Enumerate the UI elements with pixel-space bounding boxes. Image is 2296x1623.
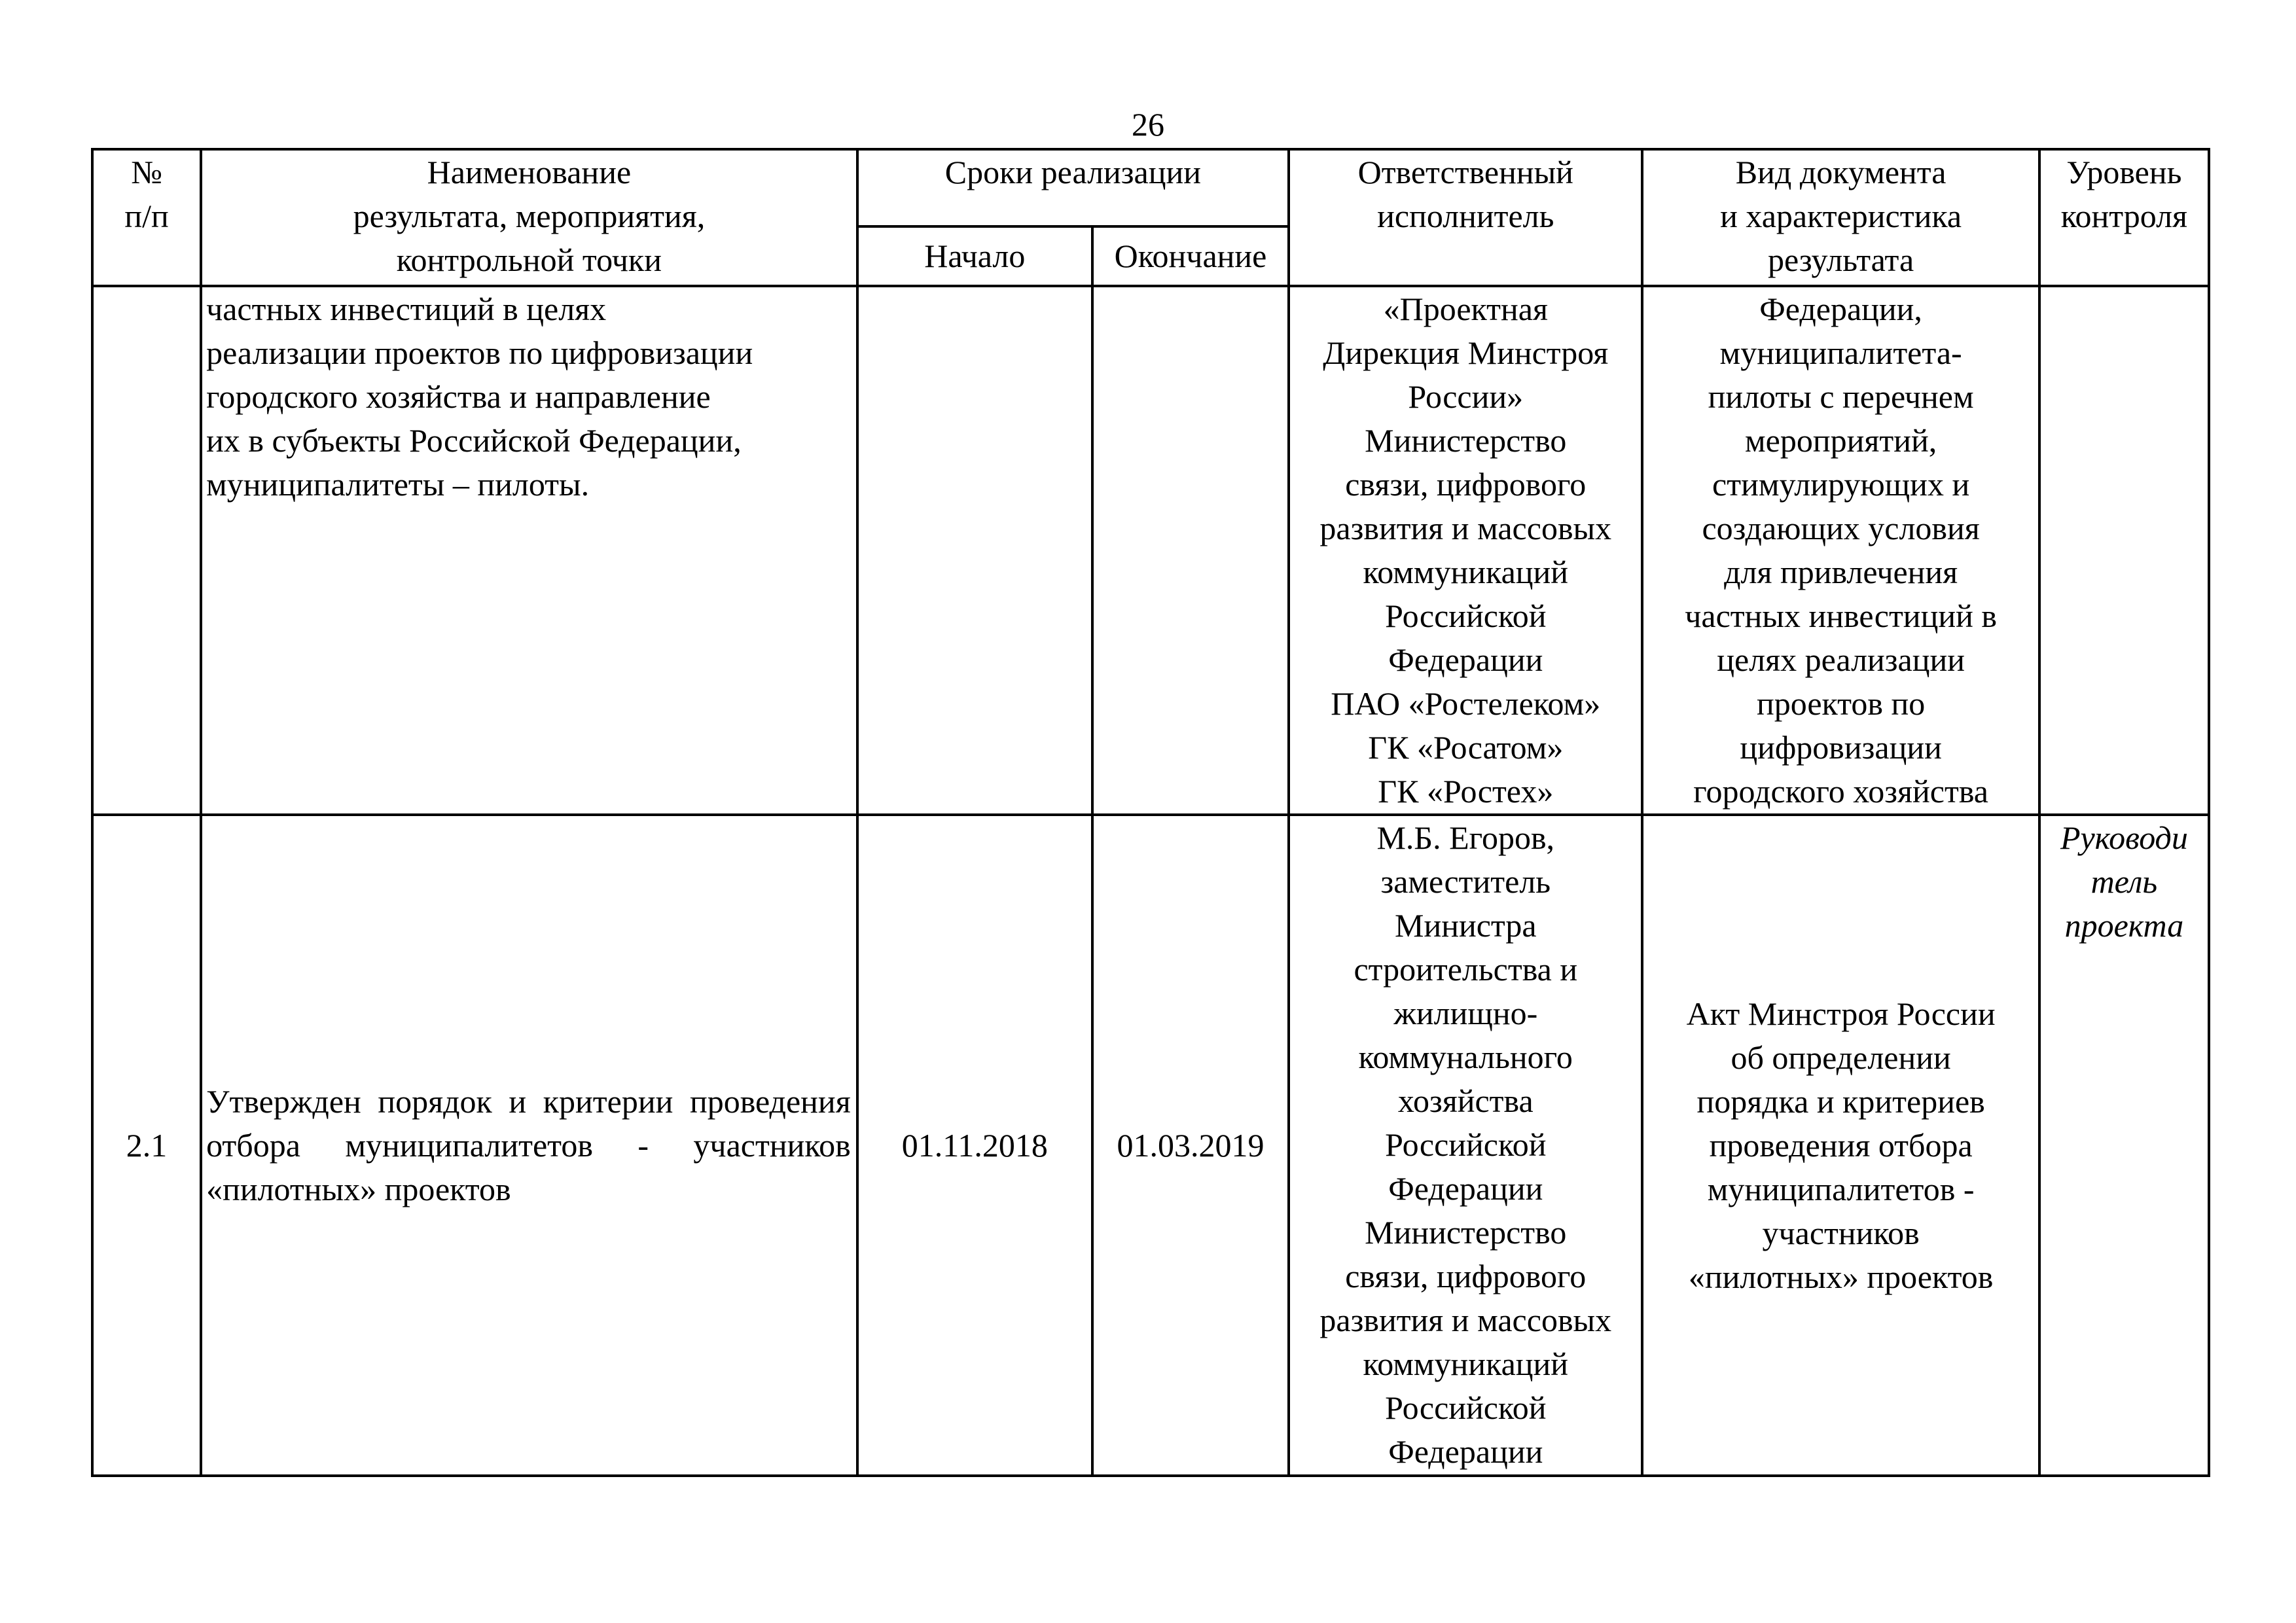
header-period: Сроки реализации	[857, 149, 1289, 226]
cell-start	[857, 286, 1092, 815]
header-doc-type: Вид документа и характеристика результата	[1642, 149, 2039, 286]
header-start: Начало	[857, 226, 1092, 286]
header-end: Окончание	[1092, 226, 1289, 286]
cell-doc-type: Акт Минстроя России об определении порядка и критериев проведения отбора муниципалитетов - участников «пилотных» проектов	[1642, 815, 2039, 1476]
cell-name: Утвержден порядок и критерии проведения отбора муниципалитетов - участников «пилотных» проектов	[201, 815, 857, 1476]
cell-responsible: «Проектная Дирекция Минстроя России» Министерство связи, цифрового развития и массовых коммуникаций Российской Федерации ПАО «Ростелеком» ГК «Росатом» ГК «Ростех»	[1289, 286, 1642, 815]
cell-doc-type: Федерации, муниципалитета- пилоты с перечнем мероприятий, стимулирующих и создающих условия для привлечения частных инвестиций в целях реализации проектов по цифровизации городского хозяйства	[1642, 286, 2039, 815]
cell-end	[1092, 286, 1289, 815]
cell-num	[92, 286, 201, 815]
cell-control-level: Руководи тель проекта	[2039, 815, 2209, 1476]
header-control-level: Уровень контроля	[2039, 149, 2209, 286]
header-num: № п/п	[92, 149, 201, 286]
table-row	[92, 815, 2209, 1476]
table-row	[92, 286, 2209, 815]
page-number: 26	[1132, 106, 1164, 143]
cell-control-level	[2039, 286, 2209, 815]
cell-end: 01.03.2019	[1092, 815, 1289, 1476]
header-name: Наименование результата, мероприятия, контрольной точки	[201, 149, 857, 286]
cell-responsible: М.Б. Егоров, заместитель Министра строительства и жилищно- коммунального хозяйства Российской Федерации Министерство связи, цифрового развития и массовых коммуникаций Российской Федерации	[1289, 815, 1642, 1476]
header-responsible: Ответственный исполнитель	[1289, 149, 1642, 286]
plan-table	[91, 148, 2210, 1477]
cell-name: частных инвестиций в целях реализации проектов по цифровизации городского хозяйства и направление их в субъекты Российской Федерации, муниципалитеты – пилоты.	[201, 286, 857, 815]
cell-start: 01.11.2018	[857, 815, 1092, 1476]
cell-num: 2.1	[92, 815, 201, 1476]
